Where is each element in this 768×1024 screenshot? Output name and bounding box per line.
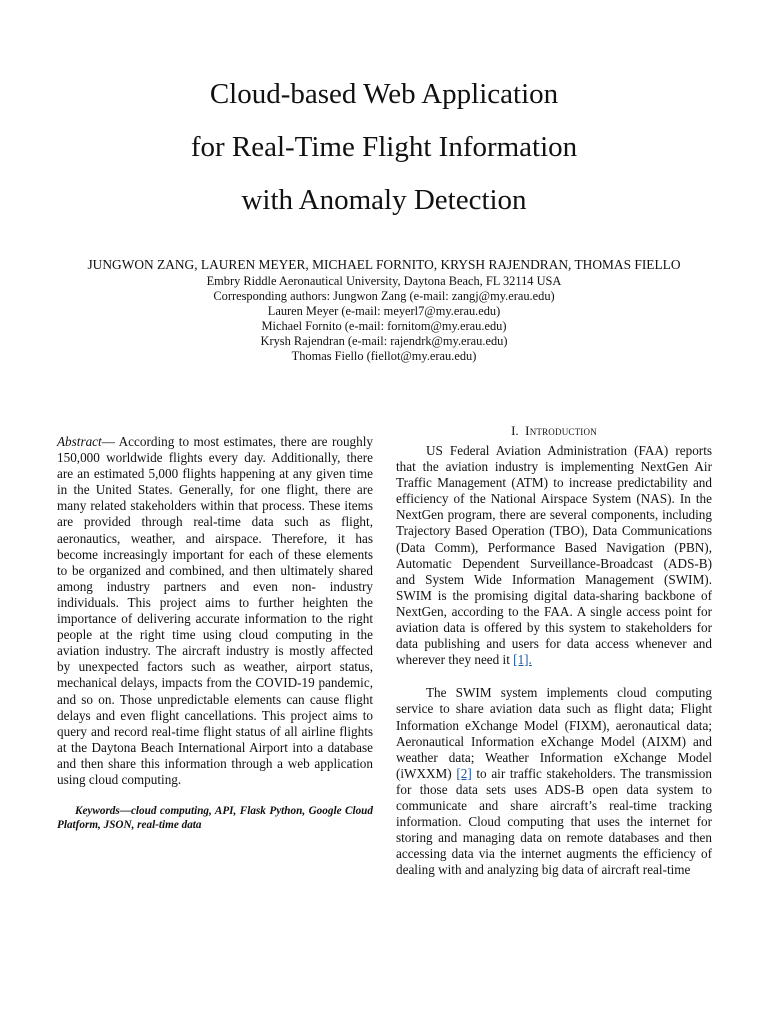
intro-paragraph-1	[396, 443, 712, 668]
author-email-line: Krysh Rajendran (e-mail: rajendrk@my.erau.edu)	[260, 334, 508, 348]
citation-link[interactable]: [2]	[456, 765, 472, 781]
citation-link[interactable]: [1].	[513, 652, 532, 668]
author-email-line: Lauren Meyer (e-mail: meyerl7@my.erau.edu)	[267, 304, 501, 318]
abstract	[57, 434, 373, 788]
affiliation-block	[0, 274, 768, 364]
right-column	[396, 423, 712, 878]
abstract-text: According to most estimates, there are roughly 150,000 worldwide flights every day. Additionally, there are an estimated 5,000 flights happening at any given time in the United States. Generally, for one flight, there are many related stakeholders within that process. These items are provided through real-time data such as flight, aeronautics, weather, and airspace. Therefore, it has become increasingly important for each of these elements to be organized and combined, and then ultimately shared among industry partners and even non- industry individuals. This project aims to further heighten the importance of delivering accurate information to the right people at the right time using cloud computing in the aviation industry. The aircraft industry is mostly affected by unexpected factors such as weather, airport status, mechanical delays, impacts from the COVID-19 pandemic, and so on. Those unpredictable elements can cause flight delays and even flight cancellations. This project aims to query and record real-time flight status of all airline flights at the Daytona Beach International Airport into a database and then share this information through a web application using cloud computing.	[57, 434, 373, 787]
author-email-line: Thomas Fiello (fiellot@my.erau.edu)	[291, 349, 477, 363]
corresponding-author-line: Corresponding authors: Jungwon Zang (e-mail: zangj@my.erau.edu)	[213, 289, 555, 303]
section-heading	[396, 423, 712, 439]
paper-title	[0, 68, 768, 227]
intro-paragraph-2	[396, 685, 712, 878]
title-line-2: for Real-Time Flight Information	[190, 131, 578, 163]
affiliation-line: Embry Riddle Aeronautical University, Daytona Beach, FL 32114 USA	[206, 274, 562, 288]
intro-paragraph-2-text-b: to air traffic stakeholders. The transmission for those data sets uses ADS-B open data system to communicate and share aircraft’s real-time tracking information. Cloud computing that uses the internet for storing and managing data on remote databases and then accessing data via the internet augments the efficiency of dealing with and analyzing big data of aircraft real-time	[396, 765, 712, 878]
title-line-1: Cloud-based Web Application	[209, 78, 559, 110]
intro-paragraph-1-text: US Federal Aviation Administration (FAA) reports that the aviation industry is implementing NextGen Air Traffic Management (ATM) to increase predictability and efficiency of the National Airspace System (NAS). In the NextGen program, there are several components, including Trajectory Based Operation (TBO), Data Communications (Data Comm), Performance Based Navigation (PBN), Automatic Dependent Surveillance-Broadcast (ADS-B) and System Wide Information Management (SWIM). SWIM is the promising digital data-sharing backbone of NextGen, according to the FAA. A single access point for aviation data is offered by this system to stakeholders for data publishing and users for data access whenever and wherever they need it	[396, 443, 712, 668]
author-email-line: Michael Fornito (e-mail: fornitom@my.erau.edu)	[261, 319, 507, 333]
title-line-3: with Anomaly Detection	[241, 184, 527, 216]
keywords: Keywords—cloud computing, API, Flask Python, Google Cloud Platform, JSON, real-time data	[57, 805, 373, 832]
author-list: JUNGWON ZANG, LAUREN MEYER, MICHAEL FORNITO, KRYSH RAJENDRAN, THOMAS FIELLO	[87, 257, 681, 272]
abstract-label: Abstract	[57, 434, 102, 449]
left-column	[57, 434, 373, 832]
section-number: I.	[511, 423, 519, 438]
intro-paragraph-2-text-a: The SWIM system implements cloud computing service to share aviation data such as flight data; Flight Information eXchange Model (FIXM), aeronautical data; Aeronautical Information eXchange Model (AIXM) and weather data; Weather Information eXchange Model (iWXXM)	[396, 685, 712, 781]
section-title: Introduction	[525, 423, 597, 438]
abstract-dash: —	[101, 434, 119, 449]
